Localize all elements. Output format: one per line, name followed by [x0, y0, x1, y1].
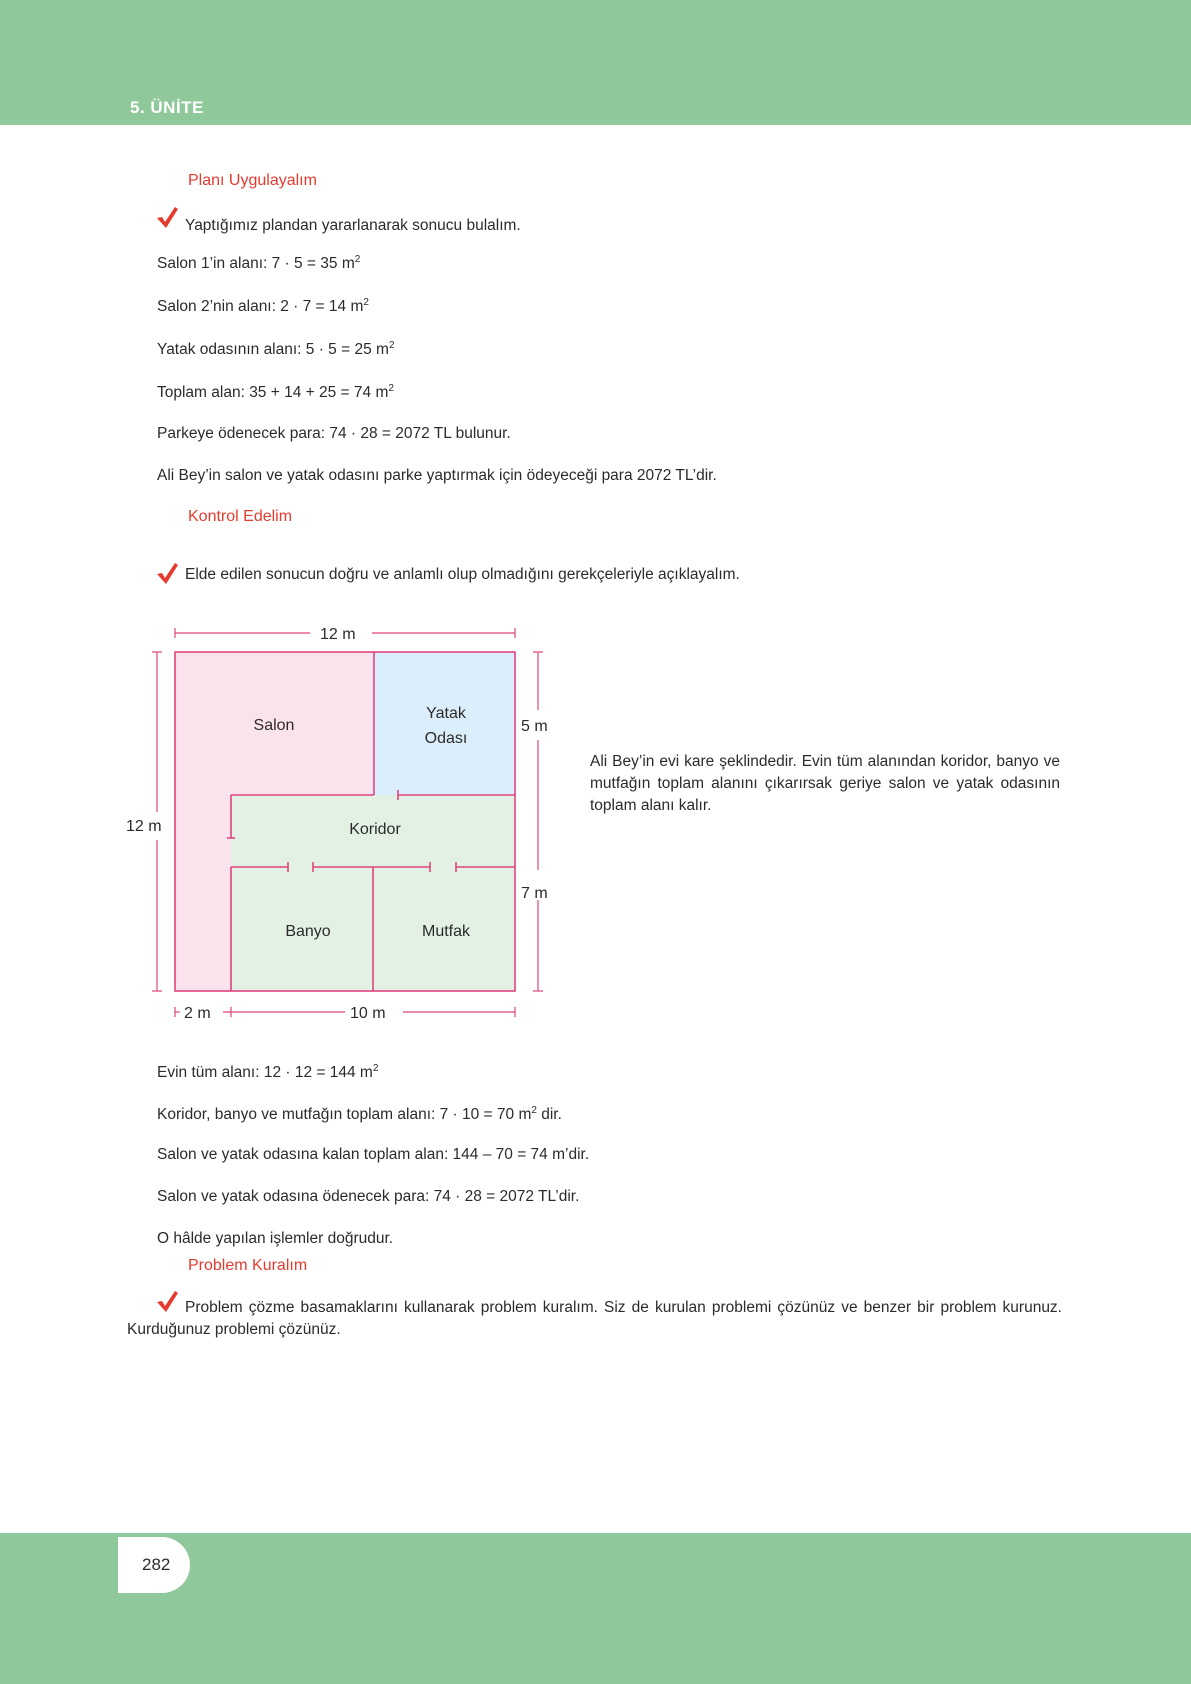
section-heading-plan: Planı Uygulayalım — [188, 172, 317, 189]
dim-label-bottom-right: 10 m — [350, 1005, 386, 1022]
room-label-banyo: Banyo — [285, 923, 331, 940]
floor-plan-diagram — [110, 618, 570, 1028]
control-line-3: Salon ve yatak odasına kalan toplam alan: 144 – 70 = 74 m’dir. — [157, 1146, 590, 1163]
control-description: Ali Bey’in evi kare şeklindedir. Evin tüm alanından koridor, banyo ve mutfağın toplam alanını çıkarırsak geriye salon ve yatak odasının toplam alanı kalır. — [590, 753, 1060, 814]
section-heading-control: Kontrol Edelim — [188, 508, 293, 525]
control-intro: Elde edilen sonucun doğru ve anlamlı olup olmadığını gerekçeleriyle açıklayalım. — [185, 566, 740, 583]
room-label-yatak: Yatak — [426, 705, 466, 722]
plan-line-3: Yatak odasının alanı: 5 · 5 = 25 $m^2$ — [157, 340, 395, 359]
unit-label: 5. ÜNİTE — [130, 98, 204, 117]
yatak-odasi-area — [374, 652, 515, 795]
section-heading-problem: Problem Kuralım — [188, 1257, 308, 1274]
dim-label-top: 12 m — [320, 626, 356, 643]
plan-line-1: Salon 1’in alanı: 7 · 5 = 35 $m^2$ — [157, 254, 361, 273]
plan-line-6: Ali Bey’in salon ve yatak odasını parke yaptırmak için ödeyeceği para 2072 TL’dir. — [157, 467, 717, 484]
dim-label-right-bottom: 7 m — [521, 885, 548, 902]
problem-text: Problem çözme basamaklarını kullanarak problem kuralım. Siz de kurulan problemi çözünüz ve benzer bir problem kurunuz. Kurduğunuz problemi çözünüz. — [127, 1299, 1062, 1338]
control-line-5: O hâlde yapılan işlemler doğrudur. — [157, 1230, 394, 1247]
plan-line-2: Salon 2’nin alanı: 2 · 7 = 14 $m^2$ — [157, 297, 369, 316]
plan-line-4: Toplam alan: 35 + 14 + 25 = 74 $m^2$ — [157, 383, 394, 402]
room-label-salon: Salon — [253, 717, 295, 734]
room-label-koridor: Koridor — [349, 821, 401, 838]
control-line-1: Evin tüm alanı: 12 · 12 = 144 $m^2$ — [157, 1063, 379, 1082]
plan-intro: Yaptığımız plandan yararlanarak sonucu bulalım. — [185, 217, 521, 234]
plan-line-5: Parkeye ödenecek para: 74 · 28 = 2072 TL bulunur. — [157, 425, 511, 442]
control-line-4: Salon ve yatak odasına ödenecek para: 74 · 28 = 2072 TL’dir. — [157, 1188, 580, 1205]
checkmark-icon — [155, 561, 179, 585]
checkmark-icon — [155, 205, 179, 229]
control-line-2: Koridor, banyo ve mutfağın toplam alanı: 7 · 10 = 70 $m^2$ dir. — [157, 1105, 562, 1124]
dim-label-bottom-left: 2 m — [184, 1005, 211, 1022]
room-label-mutfak: Mutfak — [421, 923, 471, 940]
page-number: 282 — [142, 1555, 171, 1574]
dim-label-right-top: 5 m — [521, 718, 548, 735]
dim-label-left: 12 m — [126, 818, 162, 835]
room-label-odasi: Odası — [424, 730, 468, 747]
